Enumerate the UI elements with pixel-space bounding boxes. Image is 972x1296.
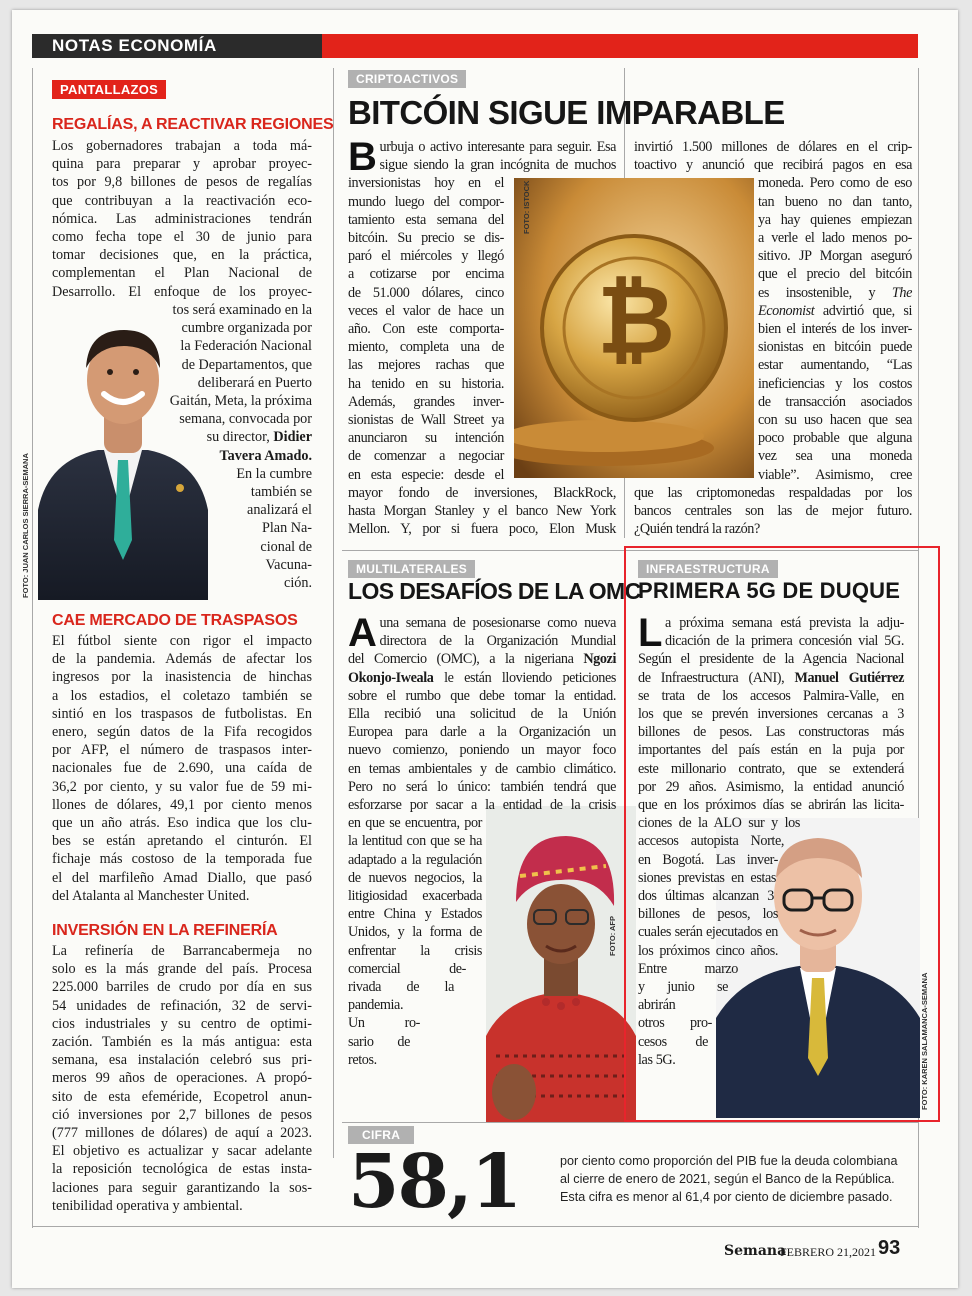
omc-headline: LOS DESAFÍOS DE LA OMC (348, 578, 641, 604)
omc-line: sobre el rumbo que debe tomar la entidad. (348, 687, 616, 704)
traspasos-body (52, 632, 312, 905)
traspasos-line: fichaje más costoso de la temporada fue (52, 851, 312, 868)
regalias-wrap-line: ción. (284, 575, 312, 592)
g5-line: billones de pesos. Las constructoras más (638, 724, 904, 741)
regalias-body-full (52, 137, 312, 301)
cifra-tag: CIFRA (348, 1126, 414, 1144)
person-name-manuel-gutierrez: Manuel Gutiérrez (794, 669, 904, 686)
bitcoin-line-text: advirtió que, si (822, 302, 912, 319)
omc-drop-cap: A (348, 611, 377, 655)
bitcoin-line: veces el valor de hace un (348, 302, 504, 319)
bitcoin-line: bancos centrales son las de mejor futuro. (634, 503, 912, 520)
bitcoin-line: mundo luego del compor- (348, 193, 504, 210)
bitcoin-line: bitcóin. Su precio se dis- (348, 230, 504, 247)
omc-line: nuevo comienzo, poniendo un mayor foco (348, 742, 616, 759)
g5-line: ciones de la ALO sur y los (638, 815, 800, 832)
person-name-ngozi: Ngozi (583, 651, 616, 668)
bitcoin-line: estar aumentando, “Las (758, 357, 912, 374)
traspasos-line: el del marfileño Amad Diallo, que pasó (52, 869, 312, 886)
regalias-wrap-line: En la cumbre (236, 465, 312, 482)
bitcoin-line: inversionistas hoy en el (348, 175, 504, 192)
refineria-line: meros 99 años de operaciones. A propó- (52, 1070, 312, 1087)
the-economist-2: Economist (758, 302, 815, 319)
section-header-label: NOTAS ECONOMÍA (52, 36, 217, 55)
cifra-line: por ciento como proporción del PIB fue la deuda colombiana (560, 1154, 898, 1168)
omc-photo-credit: FOTO: AFP (608, 916, 617, 956)
traspasos-line: 36,2 por ciento, y su valor fue de 59 mi- (52, 778, 312, 795)
omc-line: la lentitud con que se ha (348, 833, 482, 850)
bitcoin-line: año. Con este comporta- (348, 321, 504, 338)
g5-headline: PRIMERA 5G DE DUQUE (638, 578, 901, 603)
traspasos-line: del Atalanta al Manchester United. (52, 887, 250, 904)
footer-date: FEBRERO 21,2021 (780, 1245, 877, 1259)
g5-line: que en los próximos días se abrirán las licita- (638, 797, 904, 814)
the-economist-1: The (891, 284, 912, 301)
g5-line: dos últimas alcanzan 3 (638, 888, 774, 905)
regalias-line: que contribuyan a la reactivación eco- (52, 192, 312, 209)
bitcoin-line: de transacción asociados (758, 393, 912, 410)
regalias-wrap-line: Vacuna- (265, 556, 312, 573)
traspasos-line: nacionales fue de 2.690, una caída de (52, 760, 312, 777)
omc-line: litigiosidad exacerbada (348, 888, 482, 905)
person-name-didier: Didier (273, 429, 312, 446)
bitcoin-line: en esta especie: desde el (348, 466, 504, 483)
omc-line: rivada de la (348, 979, 454, 996)
regalias-wrap-line: Gaitán, Meta, la próxima (169, 393, 312, 410)
infraestructura-tag: INFRAESTRUCTURA (638, 560, 778, 578)
bitcoin-line: vez sea una moneda (758, 448, 912, 465)
traspasos-line: que un año atrás. Eso indica que los clu- (52, 815, 312, 832)
omc-line: sario de (348, 1033, 410, 1050)
refineria-line: 54 unidades de refinación, 32 de servi- (52, 997, 312, 1014)
bitcoin-line: viable”. Asimismo, cree (758, 466, 912, 483)
g5-photo-credit: FOTO: KAREN SALAMANCA-SEMANA (920, 972, 929, 1110)
bitcoin-line: que las criptomonedas respaldadas por los (634, 484, 912, 501)
regalias-line: complementan el Plan Nacional de (52, 265, 312, 282)
bitcoin-line: con su uso hacen que sea (758, 412, 912, 429)
refineria-line: cios industriales y su centro de optimi- (52, 1015, 312, 1032)
regalias-wrap-line: de Departamentos, que (181, 356, 312, 373)
cifra-number: 58,1 (348, 1139, 521, 1225)
person-name-okonjo: Okonjo-Iweala (348, 669, 434, 686)
bitcoin-line: ¿Quién tendrá la razón? (634, 521, 760, 538)
regalias-wrap-line: deliberará en Puerto (197, 374, 312, 391)
g5-line: siones previstas en estas (638, 869, 776, 886)
bitcoin-line: paró el miércoles y llegó (348, 248, 504, 265)
bitcoin-line: invirtió 1.500 millones de dólares en el crip- (634, 139, 912, 155)
bitcoin-line: a verle el lado menos po- (758, 230, 912, 247)
traspasos-title: CAE MERCADO DE TRASPASOS (52, 612, 298, 629)
row-divider-cifra (342, 1122, 918, 1123)
regalias-wrap-line: analizará el (247, 502, 312, 519)
traspasos-line: por AFP, el número de traspasos inter- (52, 742, 312, 759)
g5-line: billones de pesos, los (638, 906, 778, 923)
omc-line: enfrentar la crisis (348, 942, 482, 959)
cifra-line: Esta cifra es menor al 61,4 por ciento de diciembre pasado. (560, 1190, 893, 1204)
traspasos-line: ingresos por la inasistencia de hinchas (52, 669, 312, 686)
g5-body (638, 611, 904, 1069)
g5-line: a próxima semana está prevista la adju- (665, 615, 904, 631)
footer-brand: Semana (724, 1243, 787, 1259)
bitcoin-line: Además, grandes inver- (348, 393, 504, 410)
regalias-wrap-line-text: su director, (206, 429, 270, 446)
bitcoin-line: mayor fondo de inversiones, BlackRock, (348, 484, 616, 501)
bitcoin-col1 (348, 135, 616, 538)
traspasos-line: enero, según datos de la Fifa recogidos (52, 724, 312, 741)
omc-line: Unidos, y la forma de (348, 924, 482, 941)
g5-wrap-block (638, 814, 904, 1069)
footer-page-number: 93 (878, 1237, 901, 1259)
regalias-line: nómica. Las administraciones tendrán (52, 210, 312, 227)
omc-line: Europea para darle a la Organización un (348, 724, 616, 741)
g5-line: abrirán (638, 997, 676, 1014)
multilaterales-tag: MULTILATERALES (348, 560, 475, 578)
regalias-wrap-line: la Federación Nacional (180, 338, 312, 355)
regalias-line: Desarrollo. El enfoque de los proyec- (52, 283, 312, 300)
bitcoin-line: moneda. Pero como de eso (758, 175, 912, 192)
g5-line: los próximos cinco años. (638, 942, 778, 959)
g5-line: las 5G. (638, 1051, 676, 1068)
g5-line: y junio se (638, 979, 728, 996)
bitcoin-line: ya hay quienes empiezan (758, 211, 912, 228)
omc-line: esforzarse por sacar a la entidad de la crisis (348, 797, 616, 814)
refineria-line: laciones para seguir garantizando la sos- (52, 1179, 312, 1196)
omc-line: directora de la Organización Mundial (379, 633, 616, 650)
omc-line: Un ro- (348, 1015, 420, 1032)
traspasos-line: a los estadios, el coletazo también se (52, 687, 312, 704)
regalias-line: quina para preparar y aprobar proyec- (52, 156, 312, 173)
bitcoin-line: a cotizarse por encima (348, 266, 504, 283)
bitcoin-wrap-block (348, 174, 504, 483)
omc-line: del Comercio (OMC), a la nigeriana Ngozi (348, 651, 616, 668)
bitcoin-line: sionistas en bitcóin puede (758, 339, 912, 356)
bitcoin-line: sigue siendo la gran incógnita de muchos (379, 157, 616, 174)
omc-line: retos. (348, 1051, 377, 1068)
omc-line: entre China y Estados (348, 906, 482, 923)
g5-line: cuales serán ejecutados en (638, 924, 778, 941)
cifra-line: al cierre de enero de 2021, según el Banco de la República. (560, 1172, 895, 1186)
bitcoin-line: sionistas de Wall Street ya (348, 412, 504, 429)
omc-body (348, 611, 616, 1069)
g5-line: se trata de los accesos Palmira-Valle, en (638, 687, 904, 704)
cifra-text (560, 1152, 897, 1206)
g5-line: de Infraestructura (ANI), Manuel Gutiérrez (638, 669, 904, 686)
bitcoin-drop-cap: B (348, 135, 377, 179)
bitcoin-line: tan bueno no dan tanto, (758, 193, 912, 210)
traspasos-line: de la pandemia. Además de afectar los (52, 651, 312, 668)
bitcoin-line: miento, completa una de (348, 339, 504, 356)
refineria-line: ció inversiones por 2,7 billones de pesos (52, 1106, 312, 1123)
refineria-line: 225.000 barriles de crudo por día en sus (52, 979, 312, 996)
refineria-line: (777 millones de dólares) de aquí a 2023. (52, 1125, 312, 1142)
bitcoin-line: poco probable que alguna (758, 430, 912, 447)
g5-line: por 29 años. Asimismo, la entidad anunció (638, 778, 904, 795)
traspasos-line: bes se están apretando el cinturón. El (52, 833, 312, 850)
refineria-line: semana, esa instalación celebró sus pri- (52, 1052, 312, 1069)
bitcoin-line: Mellon. Y, por si fuera poco, Elon Musk (348, 521, 616, 538)
regalias-wrap-line: cional de (260, 538, 312, 555)
bitcoin-line: sitivo. JP Morgan aseguró (758, 248, 912, 265)
portrait-didier-tavera (38, 310, 208, 600)
bitcoin-line: hasta Morgan Stanley y el banco New York (348, 503, 616, 520)
g5-line: los que se prevén inversiones cercanas a 3 (638, 706, 904, 723)
traspasos-line: El fútbol siente con rigor el impacto (52, 633, 312, 649)
bitcoin-line (758, 302, 912, 320)
refineria-line: sito de esta efeméride, Ecopetrol anun- (52, 1088, 312, 1105)
regalias-wrap-line: Plan Na- (261, 520, 312, 537)
person-name-tavera: Tavera Amado. (219, 447, 312, 464)
refineria-line: zación. También es la más antigua: esta (52, 1034, 312, 1051)
magazine-page (12, 10, 958, 1288)
g5-drop-cap: L (638, 611, 663, 655)
g5-line: cesos de (638, 1033, 708, 1050)
omc-line: en que se encuentra, por (348, 815, 482, 832)
bitcoin-col2 (634, 138, 912, 538)
g5-line: accesos autopista Norte, (638, 833, 784, 850)
omc-line (348, 669, 616, 687)
g5-line: Según el presidente de la Agencia Nacional (638, 651, 904, 668)
omc-line: en temas ambientales y de cambio climático. (348, 760, 616, 777)
omc-line: Ella recibió una solicitud de la Unión (348, 706, 616, 723)
g5-line: Entre marzo (638, 960, 738, 977)
omc-line-text: le están lloviendo peticiones (444, 669, 616, 686)
bitcoin-photo-credit: FOTO: ISTOCK (522, 180, 531, 234)
traspasos-line: sintió en los traspasos de futbolistas. En (52, 705, 312, 722)
omc-wrap-block (348, 814, 616, 1069)
regalias-line: tos por 9,8 billones de pesos de regalías (52, 174, 312, 191)
page-bottom-line (32, 1226, 918, 1227)
refineria-line: solo es la más grande del país. Procesa (52, 961, 312, 978)
page-left-edge-line (32, 68, 33, 1228)
bitcoin-line: de 51.000 dólares, cinco (348, 284, 504, 301)
bitcoin-line: toactivo y anunció que recibirá pagos en esa (634, 157, 912, 174)
bitcoin-line: urbuja o activo interesante para seguir. Esa (379, 139, 616, 155)
bitcoin-line: tamiento esta semana del (348, 211, 504, 228)
bitcoin-line: anunciaron su intención (348, 430, 504, 447)
regalias-wrap-line: semana, convocada por (179, 411, 312, 428)
bitcoin-line: bien el interés de los inver- (758, 321, 912, 338)
bitcoin-line: es insostenible, y The (758, 284, 912, 301)
column-divider-left (333, 68, 334, 1158)
regalias-title: REGALÍAS, A REACTIVAR REGIONES (52, 116, 334, 133)
bitcoin-line: que el precio del bitcóin (758, 266, 912, 283)
bitcoin-line: las mejores rachas que (348, 357, 504, 374)
regalias-photo-credit: FOTO: JUAN CARLOS SIERRA-SEMANA (21, 453, 30, 598)
refineria-line: El objetivo es actualizar y sacar adelante (52, 1143, 312, 1160)
omc-line: comercial de- (348, 960, 466, 977)
pantallazos-tag: PANTALLAZOS (52, 80, 166, 99)
g5-line: importantes del país están en la puja por (638, 742, 904, 759)
omc-line: de nuevos negocios, la (348, 869, 482, 886)
bitcoin-line: ineficiencias y los costos (758, 375, 912, 392)
regalias-line: Los gobernadores trabajan a toda má- (52, 138, 312, 154)
bitcoin-symbol-icon: ₿ (596, 264, 676, 376)
omc-line: adaptado a la regulación (348, 851, 482, 868)
g5-line: otros pro- (638, 1015, 712, 1032)
regalias-wrap-line: tos será examinado en la (172, 302, 312, 318)
refineria-title: INVERSIÓN EN LA REFINERÍA (52, 922, 278, 939)
refineria-body (52, 942, 312, 1215)
refineria-line: La refinería de Barrancabermeja no (52, 943, 312, 959)
traspasos-line: llones de dólares, 49,1 por ciento menos (52, 796, 312, 813)
bitcoin-wrap-block-2 (758, 174, 912, 483)
regalias-line: como fecha tope el 30 de junio para (52, 229, 312, 246)
regalias-wrap-line: cumbre organizada por (181, 320, 312, 337)
portrait-illustration (38, 310, 208, 600)
regalias-line: tomar decisiones que, en la práctica, (52, 247, 312, 264)
g5-line: en Bogotá. Las inver- (638, 851, 778, 868)
omc-line: Pero no será lo único: también tendrá que (348, 778, 616, 795)
refineria-line: la reposición tecnológica de estas insta- (52, 1161, 312, 1178)
g5-line: este millonario contrato, que se extenderá (638, 760, 904, 777)
bitcoin-line: de comenzar a negociar (348, 448, 504, 465)
bitcoin-headline: BITCÓIN SIGUE IMPARABLE (348, 94, 785, 131)
refineria-line: tenibilidad operativa y ambiental. (52, 1197, 243, 1214)
criptoactivos-tag: CRIPTOACTIVOS (348, 70, 466, 88)
bitcoin-line: ha tenido en su historia. (348, 375, 504, 392)
g5-line: dicación de la primera concesión vial 5G. (665, 633, 904, 650)
omc-line: pandemia. (348, 997, 404, 1014)
section-header-red (322, 34, 918, 58)
regalias-wrap-line: también se (250, 484, 312, 501)
omc-line: una semana de posesionarse como nueva (379, 615, 616, 631)
